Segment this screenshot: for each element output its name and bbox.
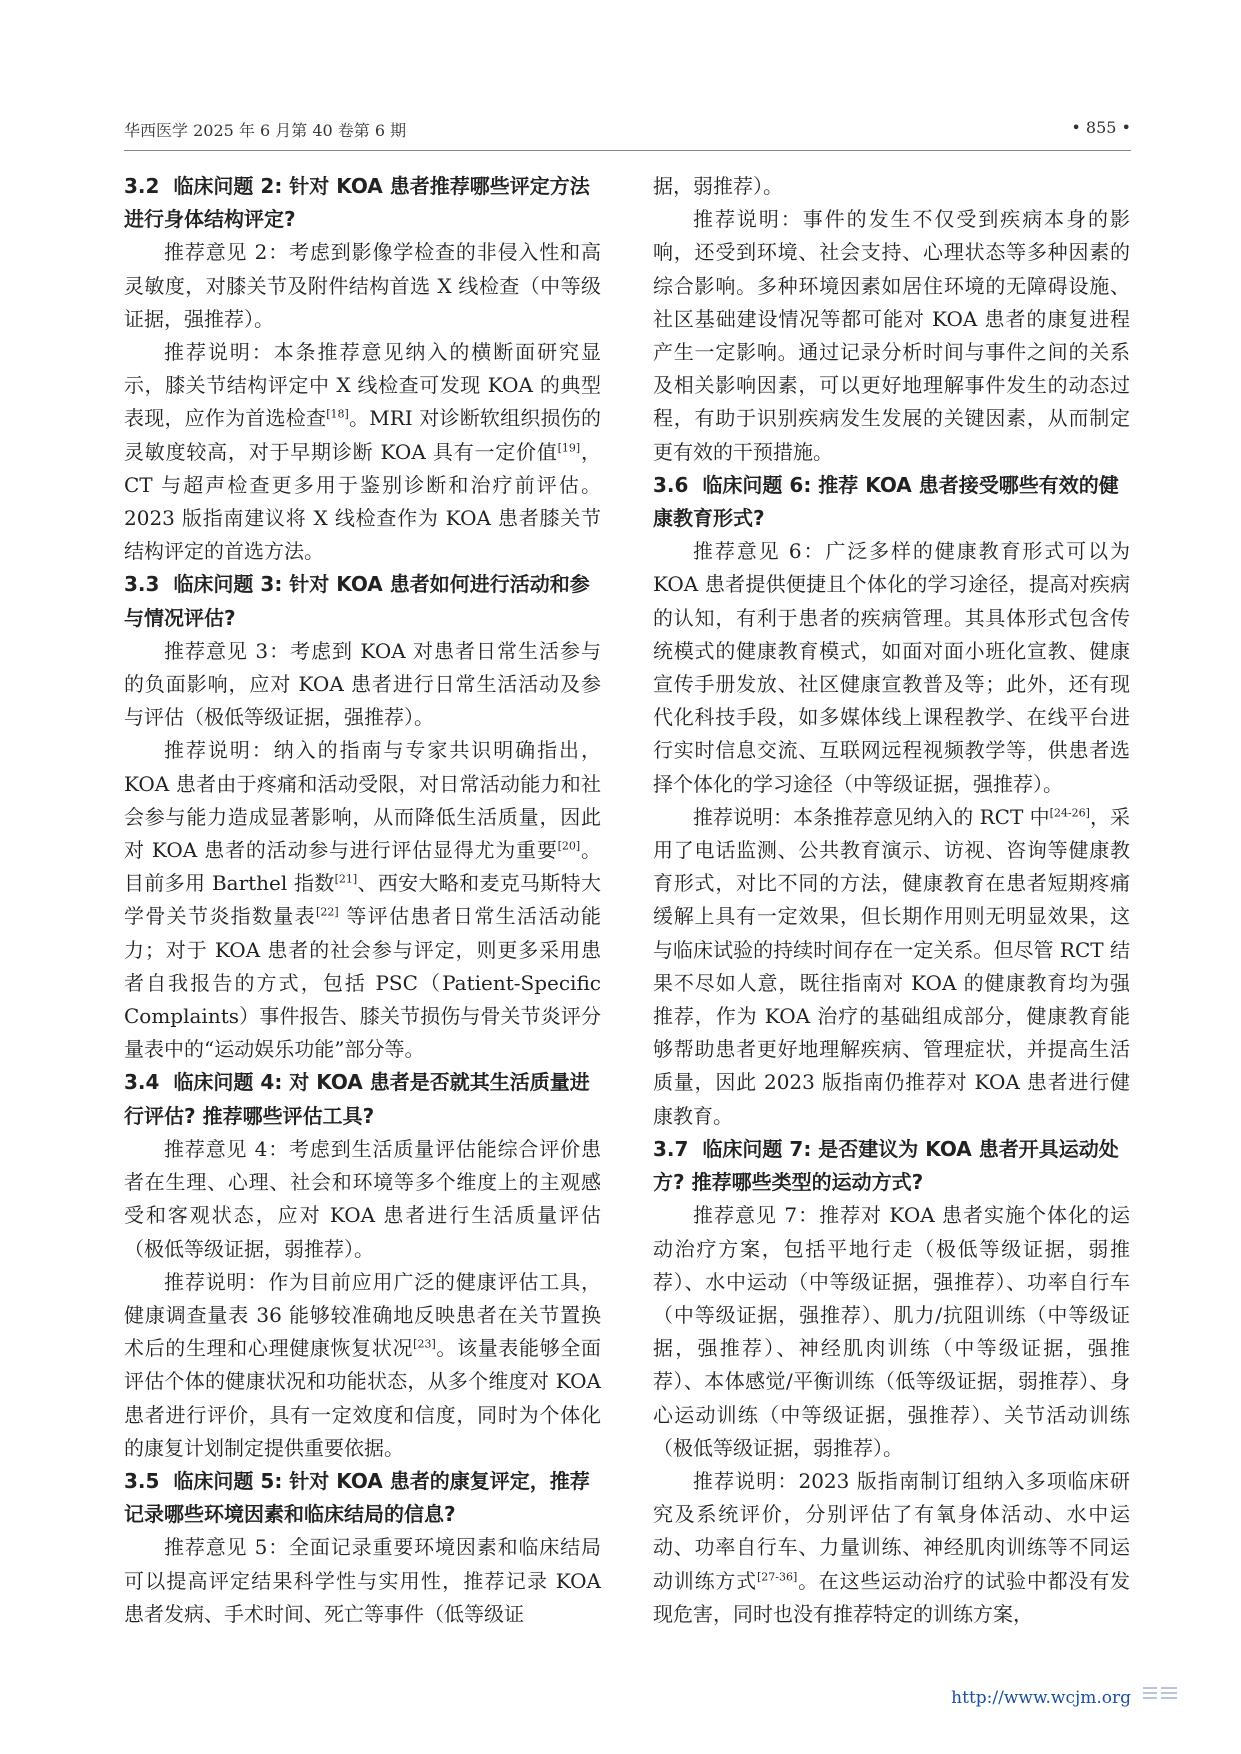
text-run: 推荐说明：2023 版指南制订组纳入多项临床研究及系统评价，分别评估了有氧身体活动、水中运动、功率自行车、力量训练、神经肌肉训练等不同运动训练方式: [653, 1468, 1130, 1593]
left-column: [124, 170, 601, 1631]
section-heading: [124, 1465, 601, 1531]
body-paragraph: 推荐意见 6：广泛多样的健康教育形式可以为 KOA 患者提供便捷且个体化的学习途径，提高对疾病的认知，有利于患者的疾病管理。其具体形式包含传统模式的健康教育模式，如面对面小班化宣教、健康宣传手册发放、社区健康宣教普及等；此外，还有现代化科技手段，如多媒体线上课程教学、在线平台进行实时信息交流、互联网远程视频教学等，供患者选择个体化的学习途径（中等级证据，强推荐）。: [653, 539, 1130, 796]
text-run: 推荐说明：本条推荐意见纳入的横断面研究显示，膝关节结构评定中 X 线检查可发现 KOA 的典型表现，应作为首选检查: [124, 340, 601, 431]
body-paragraph: 据，弱推荐）。: [653, 174, 783, 198]
citation-ref[interactable]: [20]: [557, 839, 581, 853]
text-run: ，采用了电话监测、公共教育演示、访视、咨询等健康教育形式，对比不同的方法，健康教育在患者短期疼痛缓解上具有一定效果，但长期作用则无明显效果，这与临床试验的持续时间存在一定关系。但尽管 RCT 结果不尽如人意，既往指南对 KOA 的健康教育均为强推荐，作为 KOA 治疗的基础组成部分，健康教育能够帮助患者更好地理解疾病、管理症状，并提高生活质量，因此 2023 版指南仍推荐对 KOA 患者进行健康教育。: [653, 804, 1130, 1128]
body-paragraph: [124, 734, 601, 1066]
citation-ref[interactable]: [22]: [316, 905, 339, 919]
section-title: 临床问题 7: 是否建议为 KOA 患者开具运动处方? 推荐哪些类型的运动方式?: [653, 1136, 1119, 1195]
body-paragraph: [124, 336, 601, 568]
text-run: 。MRI 对诊断软组织损伤的灵敏度较高，对于早期诊断 KOA 具有一定价值: [124, 406, 602, 464]
section-number: 3.7: [653, 1136, 689, 1161]
section-number: 3.3: [124, 572, 160, 597]
section-heading: [124, 1066, 601, 1132]
section-title: 临床问题 5: 针对 KOA 患者的康复评定，推荐记录哪些环境因素和临床结局的信息?: [124, 1468, 590, 1527]
text-run: 。在这些运动治疗的试验中都没有发现危害，同时也没有推荐特定的训练方案，: [653, 1568, 1131, 1626]
section-heading: [653, 469, 1130, 535]
page-number: • 855 •: [1071, 118, 1131, 137]
section-title: 临床问题 4: 对 KOA 患者是否就其生活质量进行评估? 推荐哪些评估工具?: [124, 1070, 590, 1128]
section-title: 临床问题 2: 针对 KOA 患者推荐哪些评定方法进行身体结构评定?: [124, 174, 590, 232]
body-paragraph: 推荐意见 3：考虑到 KOA 对患者日常生活参与的负面影响，应对 KOA 患者进行日常生活活动及参与评估（极低等级证据，强推荐）。: [124, 638, 601, 730]
text-run: 。该量表能够全面评估个体的健康状况和功能状态，从多个维度对 KOA 患者进行评价，具有一定效度和信度，同时为个体化的康复计划制定提供重要依据。: [124, 1336, 602, 1460]
section-heading: [124, 170, 601, 236]
section-number: 3.2: [124, 174, 160, 198]
citation-ref[interactable]: [19]: [557, 440, 581, 454]
journal-url[interactable]: http://www.wcjm.org: [951, 1688, 1131, 1708]
citation-ref[interactable]: [18]: [326, 407, 349, 421]
body-paragraph: 推荐意见 7：推荐对 KOA 患者实施个体化的运动治疗方案，包括平地行走（极低等级证据，弱推荐）、水中运动（中等级证据，强推荐）、功率自行车（中等级证据，强推荐）、肌力/抗阻训练（中等级证据，强推荐）、神经肌肉训练（中等级证据，强推荐）、本体感觉/平衡训练（低等级证据，弱推荐）、身心运动训练（中等级证据，强推荐）、关节活动训练（极低等级证据，弱推荐）。: [653, 1203, 1130, 1460]
journal-issue: 华西医学 2025 年 6 月第 40 卷第 6 期: [124, 121, 407, 140]
body-paragraph: 推荐意见 4：考虑到生活质量评估能综合评价患者在生理、心理、社会和环境等多个维度上的主观感受和客观状态，应对 KOA 患者进行生活质量评估（极低等级证据，弱推荐）。: [124, 1136, 601, 1261]
text-run: 推荐说明：纳入的指南与专家共识明确指出，KOA 患者由于疼痛和活动受限，对日常活动能力和社会参与能力造成显著影响，从而降低生活质量，因此对 KOA 患者的活动参与进行评估显得尤为重要: [124, 738, 601, 863]
text-run: 推荐说明：本条推荐意见纳入的 RCT 中: [693, 804, 1050, 829]
publisher-logo-icon: [1141, 1684, 1181, 1704]
section-heading: [124, 568, 601, 634]
text-run: 。目前多用 Barthel 指数: [124, 838, 602, 896]
section-heading: [653, 1133, 1130, 1199]
body-paragraph: 推荐意见 5：全面记录重要环境因素和临床结局可以提高评定结果科学性与实用性，推荐记录 KOA 患者发病、手术时间、死亡等事件（低等级证: [124, 1535, 601, 1626]
section-number: 3.5: [124, 1468, 160, 1493]
section-number: 3.6: [653, 472, 689, 497]
section-title: 临床问题 6: 推荐 KOA 患者接受哪些有效的健康教育形式?: [653, 472, 1119, 531]
citation-ref[interactable]: [24-26]: [1049, 806, 1090, 820]
body-paragraph: [653, 1465, 1130, 1631]
text-run: 推荐说明：作为目前应用广泛的健康评估工具，健康调查量表 36 能够较准确地反映患者在关节置换术后的生理和心理健康恢复状况: [124, 1269, 601, 1361]
body-paragraph: [653, 801, 1130, 1133]
citation-ref[interactable]: [27-36]: [756, 1569, 798, 1583]
body-paragraph: 推荐意见 2：考虑到影像学检查的非侵入性和高灵敏度，对膝关节及附件结构首选 X 线检查（中等级证据，强推荐）。: [124, 240, 601, 331]
section-number: 3.4: [124, 1070, 160, 1095]
body-paragraph: [124, 1266, 601, 1465]
right-column: [653, 170, 1130, 1631]
section-title: 临床问题 3: 针对 KOA 患者如何进行活动和参与情况评估?: [124, 572, 590, 630]
body-paragraph: 推荐说明：事件的发生不仅受到疾病本身的影响，还受到环境、社会支持、心理状态等多种因素的综合影响。多种环境因素如居住环境的无障碍设施、社区基础建设情况等都可能对 KOA 患者的康复进程产生一定影响。通过记录分析时间与事件之间的关系及相关影响因素，可以更好地理解事件发生的动态过程，有助于识别疾病发生发展的关键因素，从而制定更有效的干预措施。: [653, 207, 1130, 464]
citation-ref[interactable]: [21]: [334, 872, 358, 886]
text-run: ，CT 与超声检查更多用于鉴别诊断和治疗前评估。2023 版指南建议将 X 线检查作为 KOA 患者膝关节结构评定的首选方法。: [124, 439, 602, 564]
text-run: 等评估患者日常生活活动能力；对于 KOA 患者的社会参与评定，则更多采用患者自我报告的方式，包括 PSC（Patient-Specific Complaints）事件报告、膝关节损伤与骨关节炎评分量表中的“运动娱乐功能”部分等。: [124, 904, 602, 1062]
header-divider: [124, 150, 1131, 151]
text-run: 、西安大略和麦克马斯特大学骨关节炎指数量表: [124, 871, 602, 929]
citation-ref[interactable]: [23]: [413, 1337, 436, 1351]
